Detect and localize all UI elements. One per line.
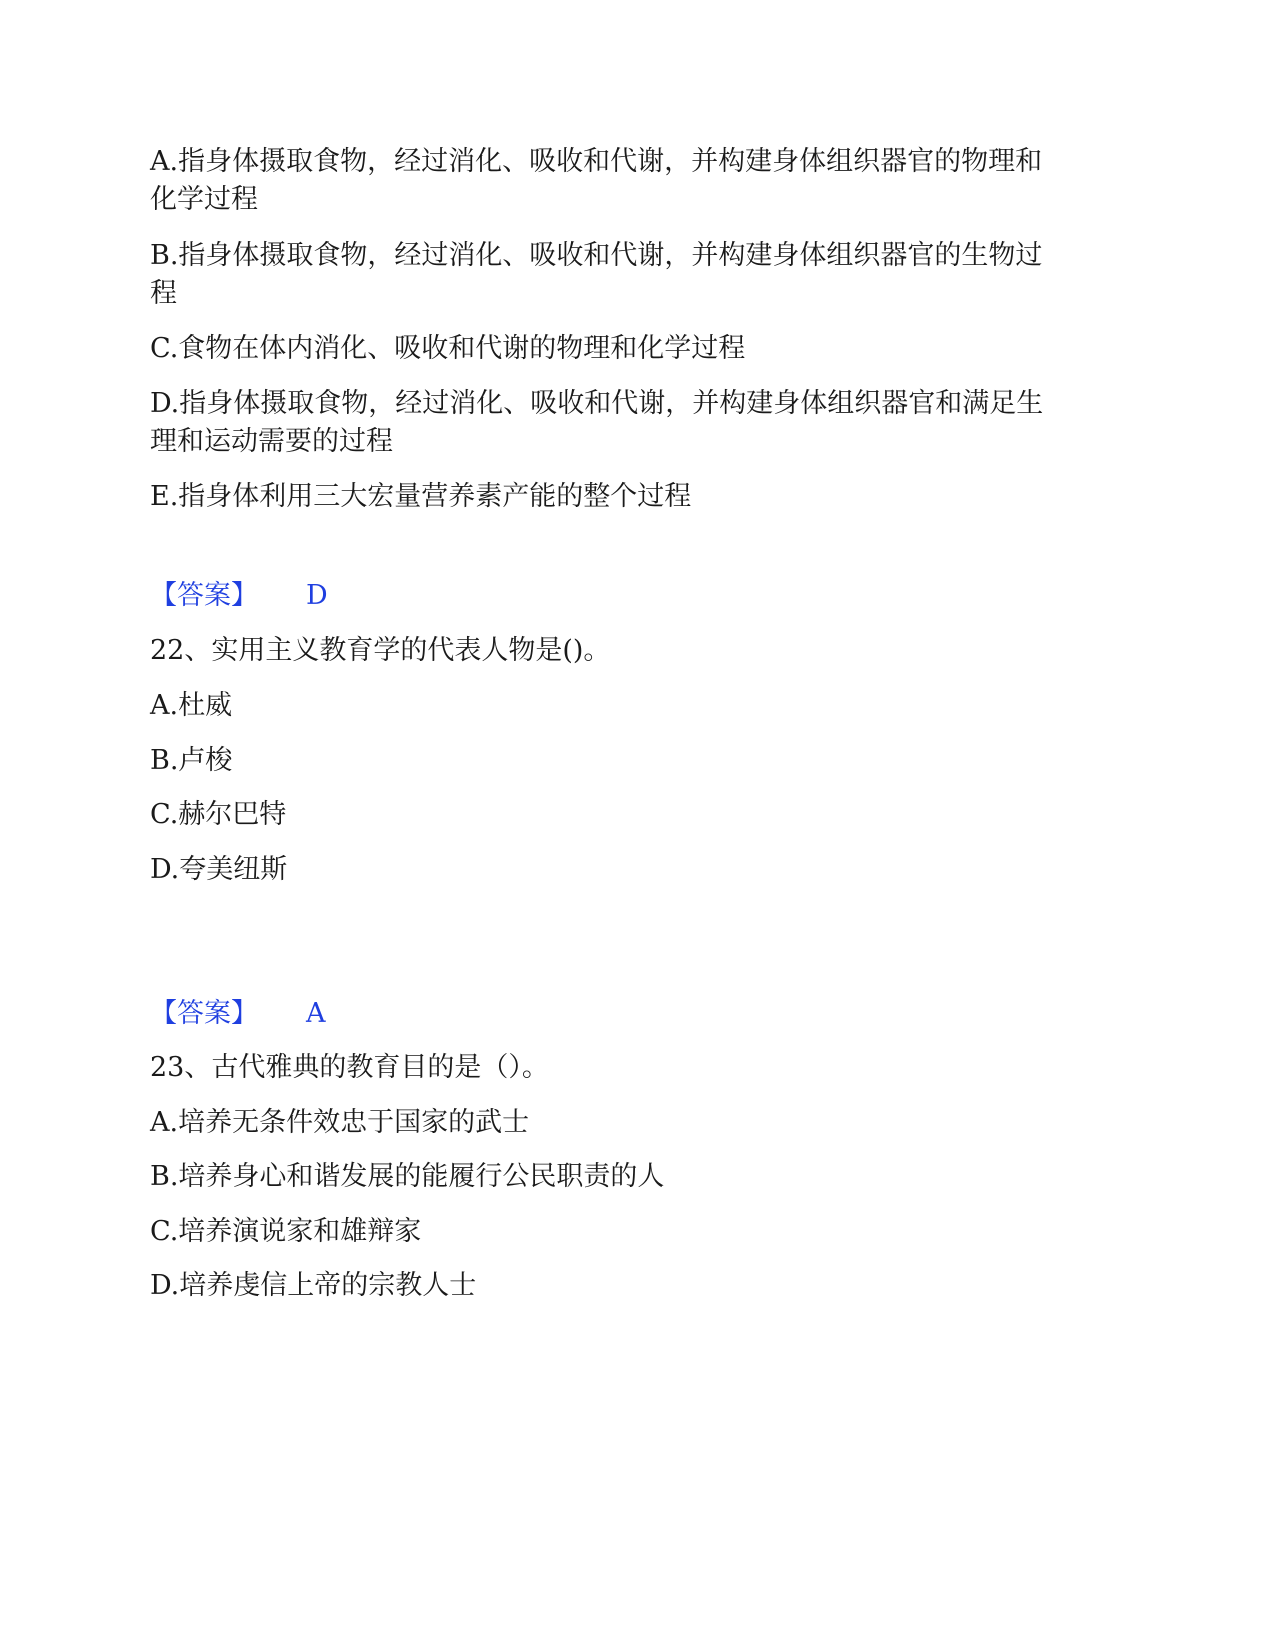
q22-option-c: C.赫尔巴特 xyxy=(150,799,287,830)
answer-value: A xyxy=(306,998,326,1029)
q22-option-b: B.卢梭 xyxy=(150,745,233,776)
q22-option-d: D.夸美纽斯 xyxy=(150,854,288,885)
q21-answer xyxy=(150,576,328,616)
q23-option-d: D.培养虔信上帝的宗教人士 xyxy=(150,1270,477,1301)
q22-answer xyxy=(150,994,326,1034)
q21-option-a-line2: 化学过程 xyxy=(150,184,258,215)
answer-label: 【答案】 xyxy=(150,998,258,1029)
q21-option-d-line1: D.指身体摄取食物，经过消化、吸收和代谢，并构建身体组织器官和满足生 xyxy=(150,388,1044,419)
q23-option-c: C.培养演说家和雄辩家 xyxy=(150,1216,422,1247)
q23-option-b: B.培养身心和谐发展的能履行公民职责的人 xyxy=(150,1161,665,1192)
q22-question: 22、实用主义教育学的代表人物是()。 xyxy=(150,635,611,666)
q21-option-e: E.指身体利用三大宏量营养素产能的整个过程 xyxy=(150,481,692,512)
q23-option-a: A.培养无条件效忠于国家的武士 xyxy=(150,1107,530,1138)
q21-option-a-line1: A.指身体摄取食物，经过消化、吸收和代谢，并构建身体组织器官的物理和 xyxy=(150,146,1043,177)
q23-question: 23、古代雅典的教育目的是（）。 xyxy=(150,1052,549,1083)
q21-option-c: C.食物在体内消化、吸收和代谢的物理和化学过程 xyxy=(150,333,746,364)
q21-option-b-line1: B.指身体摄取食物，经过消化、吸收和代谢，并构建身体组织器官的生物过 xyxy=(150,240,1043,271)
q21-option-b-line2: 程 xyxy=(150,278,177,309)
answer-value: D xyxy=(306,580,328,611)
q21-option-d-line2: 理和运动需要的过程 xyxy=(150,426,393,457)
answer-label: 【答案】 xyxy=(150,580,258,611)
q22-option-a: A.杜威 xyxy=(150,690,233,721)
